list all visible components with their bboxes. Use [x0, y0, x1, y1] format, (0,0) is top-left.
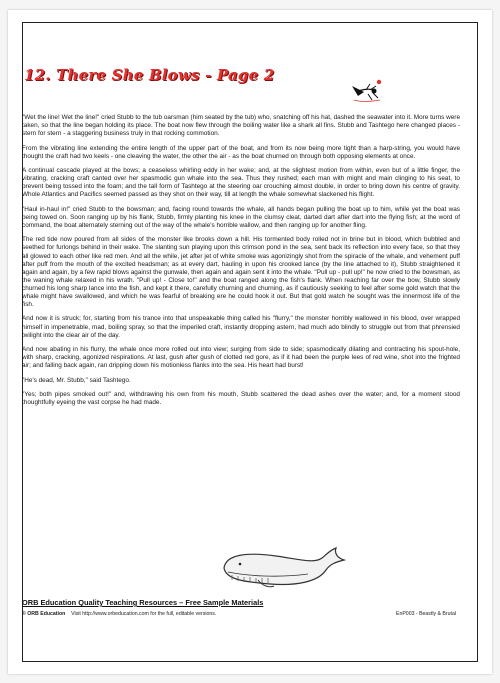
- footer-title: ORB Education Quality Teaching Resources – Free Sample Materials: [22, 598, 264, 607]
- page-title: 12. There She Blows - Page 2: [24, 66, 275, 84]
- paragraph: "Haul in-haul in!" cried Stubb to the bowsman; and, facing round towards the whale, all hands began pulling the boat up to him, while yet the boat was being towed on. Soon ranging up by his flank, Stubb, firmly planting his knee in the clumsy cleat, darted dart after dart into the flying fish; at the word of command, the boat alternately sterning out of the way of the whale's horrible wallow, and then ranging up for another fling.: [22, 205, 460, 229]
- paragraph: And now abating in his flurry, the whale once more rolled out into view; surging from side to side; spasmodically dilating and contracting his spout-hole, with sharp, cracking, agonized respirations. At last, gush after gush of clotted red gore, as if it had been the purple lees of red wine, shot into the frighted air; and falling back again, ran dripping down his motionless flanks into the sea. His heart had burst!: [22, 346, 460, 370]
- story-text: [22, 114, 460, 413]
- paragraph: "He's dead, Mr. Stubb," said Tashtego.: [22, 376, 131, 384]
- paragraph: "Wet the line! Wet the line!" cried Stubb to the tub oarsman (him seated by the tub) who, snatching off his hat, dashed the seawater into it. More turns were taken, so that the line began holding its place. The boat now flew through the boiling water like a shark all fins. Stubb and Tashtego here changed places - stern for stern - a staggering business truly in that rocking commotion.: [22, 114, 460, 138]
- bird-crab-icon: [346, 76, 386, 106]
- paragraph: The red tide now poured from all sides of the monster like brooks down a hill. His tormented body rolled not in brine but in blood, which bubbled and seethed for furlongs behind in their wake. The slanting sun playing upon this crimson pond in the sea, sent back its reflection into every face, so that they all glowed to each other like red men. And all the while, jet after jet of white smoke was agonizingly shot from the spiracle of the whale, and vehement puff after puff from the mouth of the excited headsman; as at every dart, hauling in upon his crooked lance (by the line attached to it), Stubb straightened it again and again, by a few rapid blows against the gunwale, then again and again sent it into the whale. "Pull up - pull up!" he now cried to the bowsman, as the waning whale relaxed in his wrath. "Pull up! - Close to!" and the boat ranged along the fish's flank. When reaching far over the bow, Stubb slowly churned his long sharp lance into the fish, and kept it there, carefully churning and churning, as if cautiously seeking to feel after some gold watch that the whale might have swallowed, and which he was fearful of breaking ere he could hook it out. But that gold watch he sought was the innermost life of the fish.: [22, 236, 460, 309]
- paragraph: And now it is struck; for, starting from his trance into that unspeakable thing called his "flurry," the monster horribly wallowed in his blood, over wrapped himself in impenetrable, mad, boiling spray, so that the imperiled craft, instantly dropping astern, had much ado blindly to struggle out from that phrensied twilight into the clear air of the day.: [22, 315, 460, 339]
- paragraph: "Yes; both pipes smoked out!" and, withdrawing his own from his mouth, Stubb scattered the dead ashes over the water; and, for a moment stood thoughtfully eyeing the vast corpse he had made.: [22, 391, 460, 407]
- paragraph: From the vibrating line extending the entire length of the upper part of the boat, and from its now being more tight than a harp-string, you would have thought the craft had two keels - one cleaving the water, the other the air - as the boat churned on through both opposing elements at once.: [22, 144, 460, 160]
- whale-illustration: [218, 542, 346, 594]
- footer-code: EnP003 - Beastly & Brutal: [396, 611, 456, 617]
- visit-link-text: Visit http://www.orbeducation.com for the full, editable versions.: [71, 611, 217, 617]
- paragraph: A continual cascade played at the bows; a ceaseless whirling eddy in her wake; and, at the slightest motion from within, even but of a little finger, the vibrating, cracking craft canted over her spasmodic gun whale into the sea. Thus they rushed; each man with might and main clinging to his seat, to prevent being tossed into the foam; and the tall form of Tashtego at the steering oar crouching almost double, in order to bring down his centre of gravity. Whole Atlantics and Pacifics seemed passed as they shot on their way, till at length the whale somewhat slackened his flight.: [22, 167, 460, 199]
- copyright-text: © ORB Education: [22, 611, 66, 617]
- footer-copyright: [22, 611, 216, 617]
